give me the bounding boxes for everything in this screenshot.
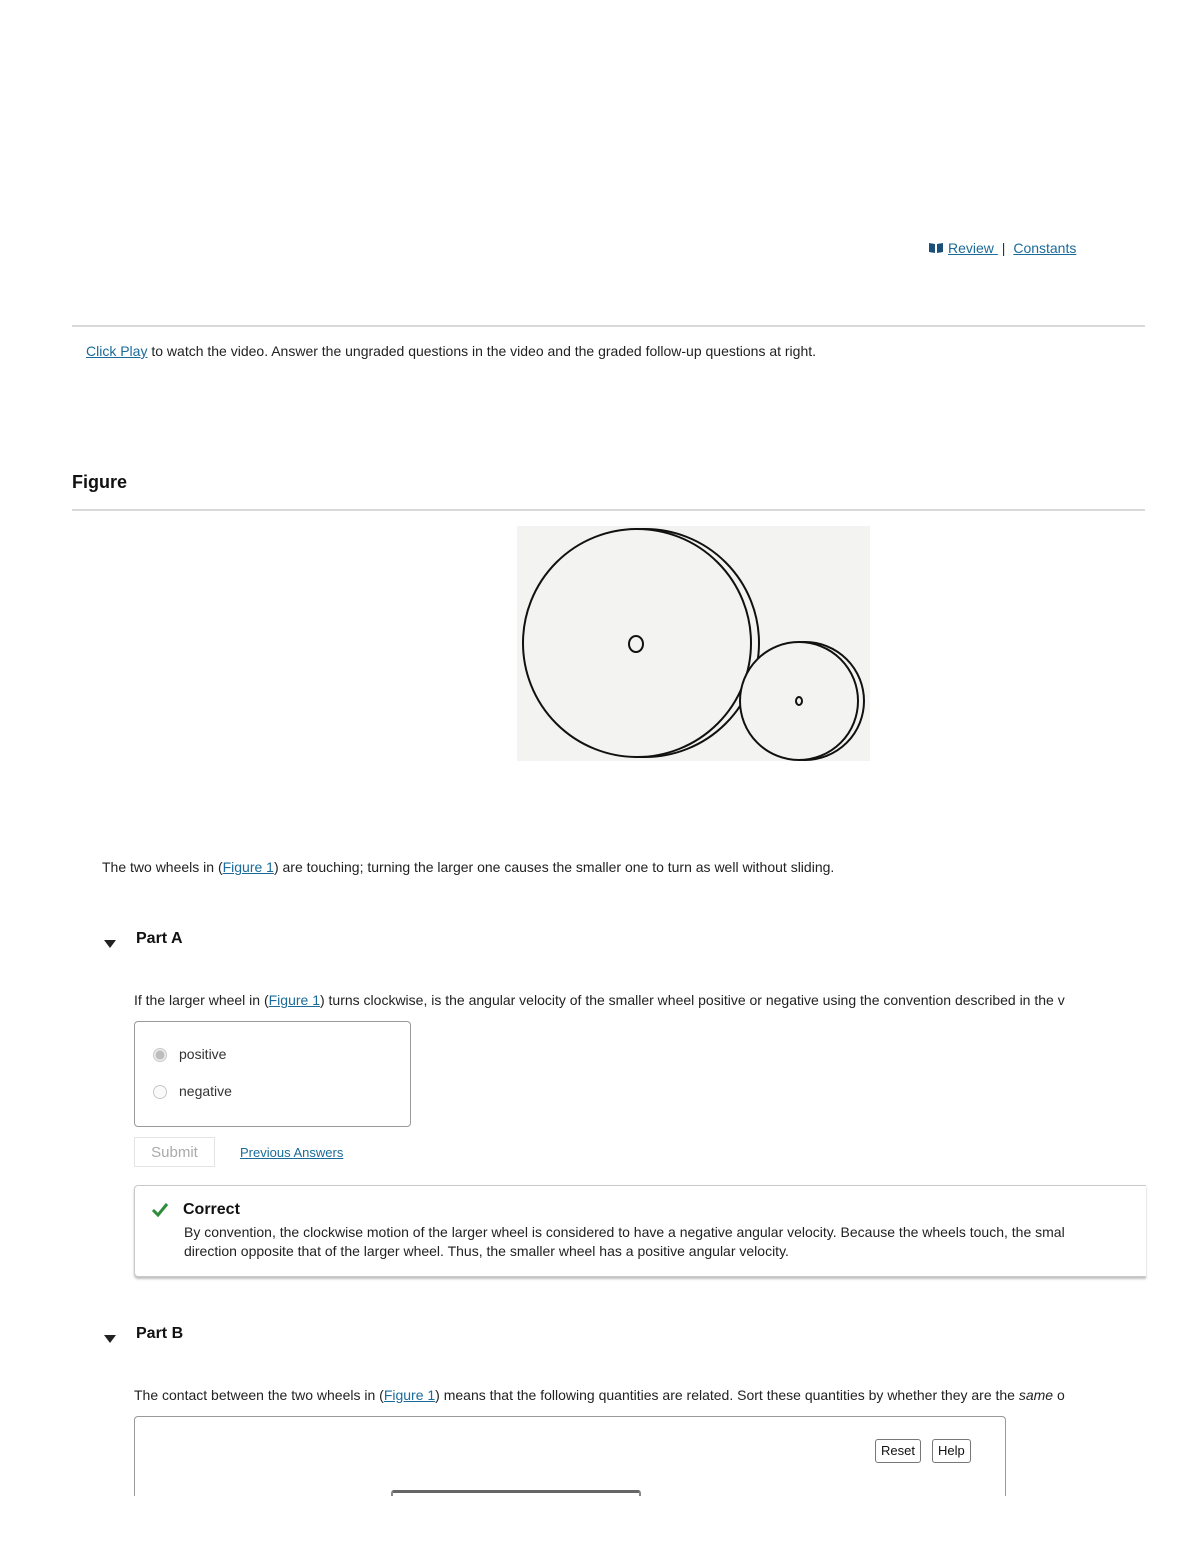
reset-button[interactable]: Reset — [875, 1439, 921, 1463]
figure-link[interactable]: Figure 1 — [222, 859, 274, 875]
question-emphasis: same — [1018, 1387, 1054, 1403]
small-wheel-front — [740, 642, 858, 760]
figure-link[interactable]: Figure 1 — [268, 992, 320, 1008]
figure-heading: Figure — [72, 472, 128, 492]
part-b-toggle[interactable] — [104, 1330, 116, 1346]
large-wheel-front — [523, 529, 751, 757]
review-label: Review — [948, 240, 994, 256]
caret-down-icon — [104, 940, 116, 948]
feedback-line: By convention, the clockwise motion of the larger wheel is considered to have a negative angular velocity. Because the wheels touch, the smal — [184, 1224, 1065, 1240]
feedback-panel — [134, 1185, 1146, 1277]
radio-button-selected[interactable] — [153, 1048, 167, 1062]
answer-choices — [134, 1021, 411, 1127]
caret-down-icon — [104, 1335, 116, 1343]
part-a-toggle[interactable] — [104, 935, 116, 951]
question-prefix: If the larger wheel in ( — [134, 992, 269, 1008]
problem-statement — [102, 859, 834, 875]
choice-negative[interactable] — [153, 1083, 232, 1099]
question-suffix: ) turns clockwise, is the angular velocity of the smaller wheel positive or negative using the convention described in the v — [319, 992, 1065, 1008]
intro-text — [86, 343, 816, 359]
previous-answers-link[interactable]: Previous Answers — [240, 1145, 344, 1160]
part-a-heading: Part A — [136, 930, 183, 947]
top-nav — [928, 240, 1076, 256]
question-prefix: The contact between the two wheels in ( — [134, 1387, 384, 1403]
figure-link[interactable]: Figure 1 — [383, 1387, 436, 1403]
part-a-question — [134, 992, 1145, 1008]
part-b-question — [134, 1387, 1145, 1403]
checkmark-icon — [151, 1202, 169, 1218]
constants-link[interactable]: Constants — [1013, 240, 1077, 256]
click-play-link[interactable]: Click Play — [86, 343, 148, 359]
problem-prefix: The two wheels in ( — [102, 859, 223, 875]
question-tail: o — [1053, 1387, 1065, 1403]
intro-body: to watch the video. Answer the ungraded questions in the video and the graded follow-up questions at right. — [147, 343, 817, 359]
feedback-text — [184, 1223, 1065, 1261]
submit-button[interactable]: Submit — [134, 1137, 215, 1167]
choice-positive[interactable] — [153, 1046, 226, 1062]
choice-label: positive — [179, 1046, 227, 1062]
figure-image[interactable] — [517, 526, 870, 761]
help-button[interactable]: Help — [932, 1439, 971, 1463]
feedback-line: direction opposite that of the larger wheel. Thus, the smaller wheel has a positive angular velocity. — [184, 1243, 789, 1259]
review-link[interactable] — [928, 240, 998, 256]
choice-label: negative — [179, 1083, 232, 1099]
question-suffix: ) means that the following quantities are related. Sort these quantities by whether they are the — [435, 1387, 1019, 1403]
feedback-status: Correct — [183, 1201, 240, 1218]
wheels-drawing — [517, 526, 870, 761]
nav-separator: | — [1001, 240, 1006, 256]
divider — [72, 325, 1145, 327]
part-b-heading: Part B — [136, 1325, 184, 1342]
radio-button[interactable] — [153, 1085, 167, 1099]
figure-divider — [72, 509, 1145, 511]
viewport-bottom — [0, 1496, 1200, 1553]
problem-suffix: ) are touching; turning the larger one causes the smaller one to turn as well without sliding. — [273, 859, 835, 875]
book-icon — [928, 242, 944, 254]
